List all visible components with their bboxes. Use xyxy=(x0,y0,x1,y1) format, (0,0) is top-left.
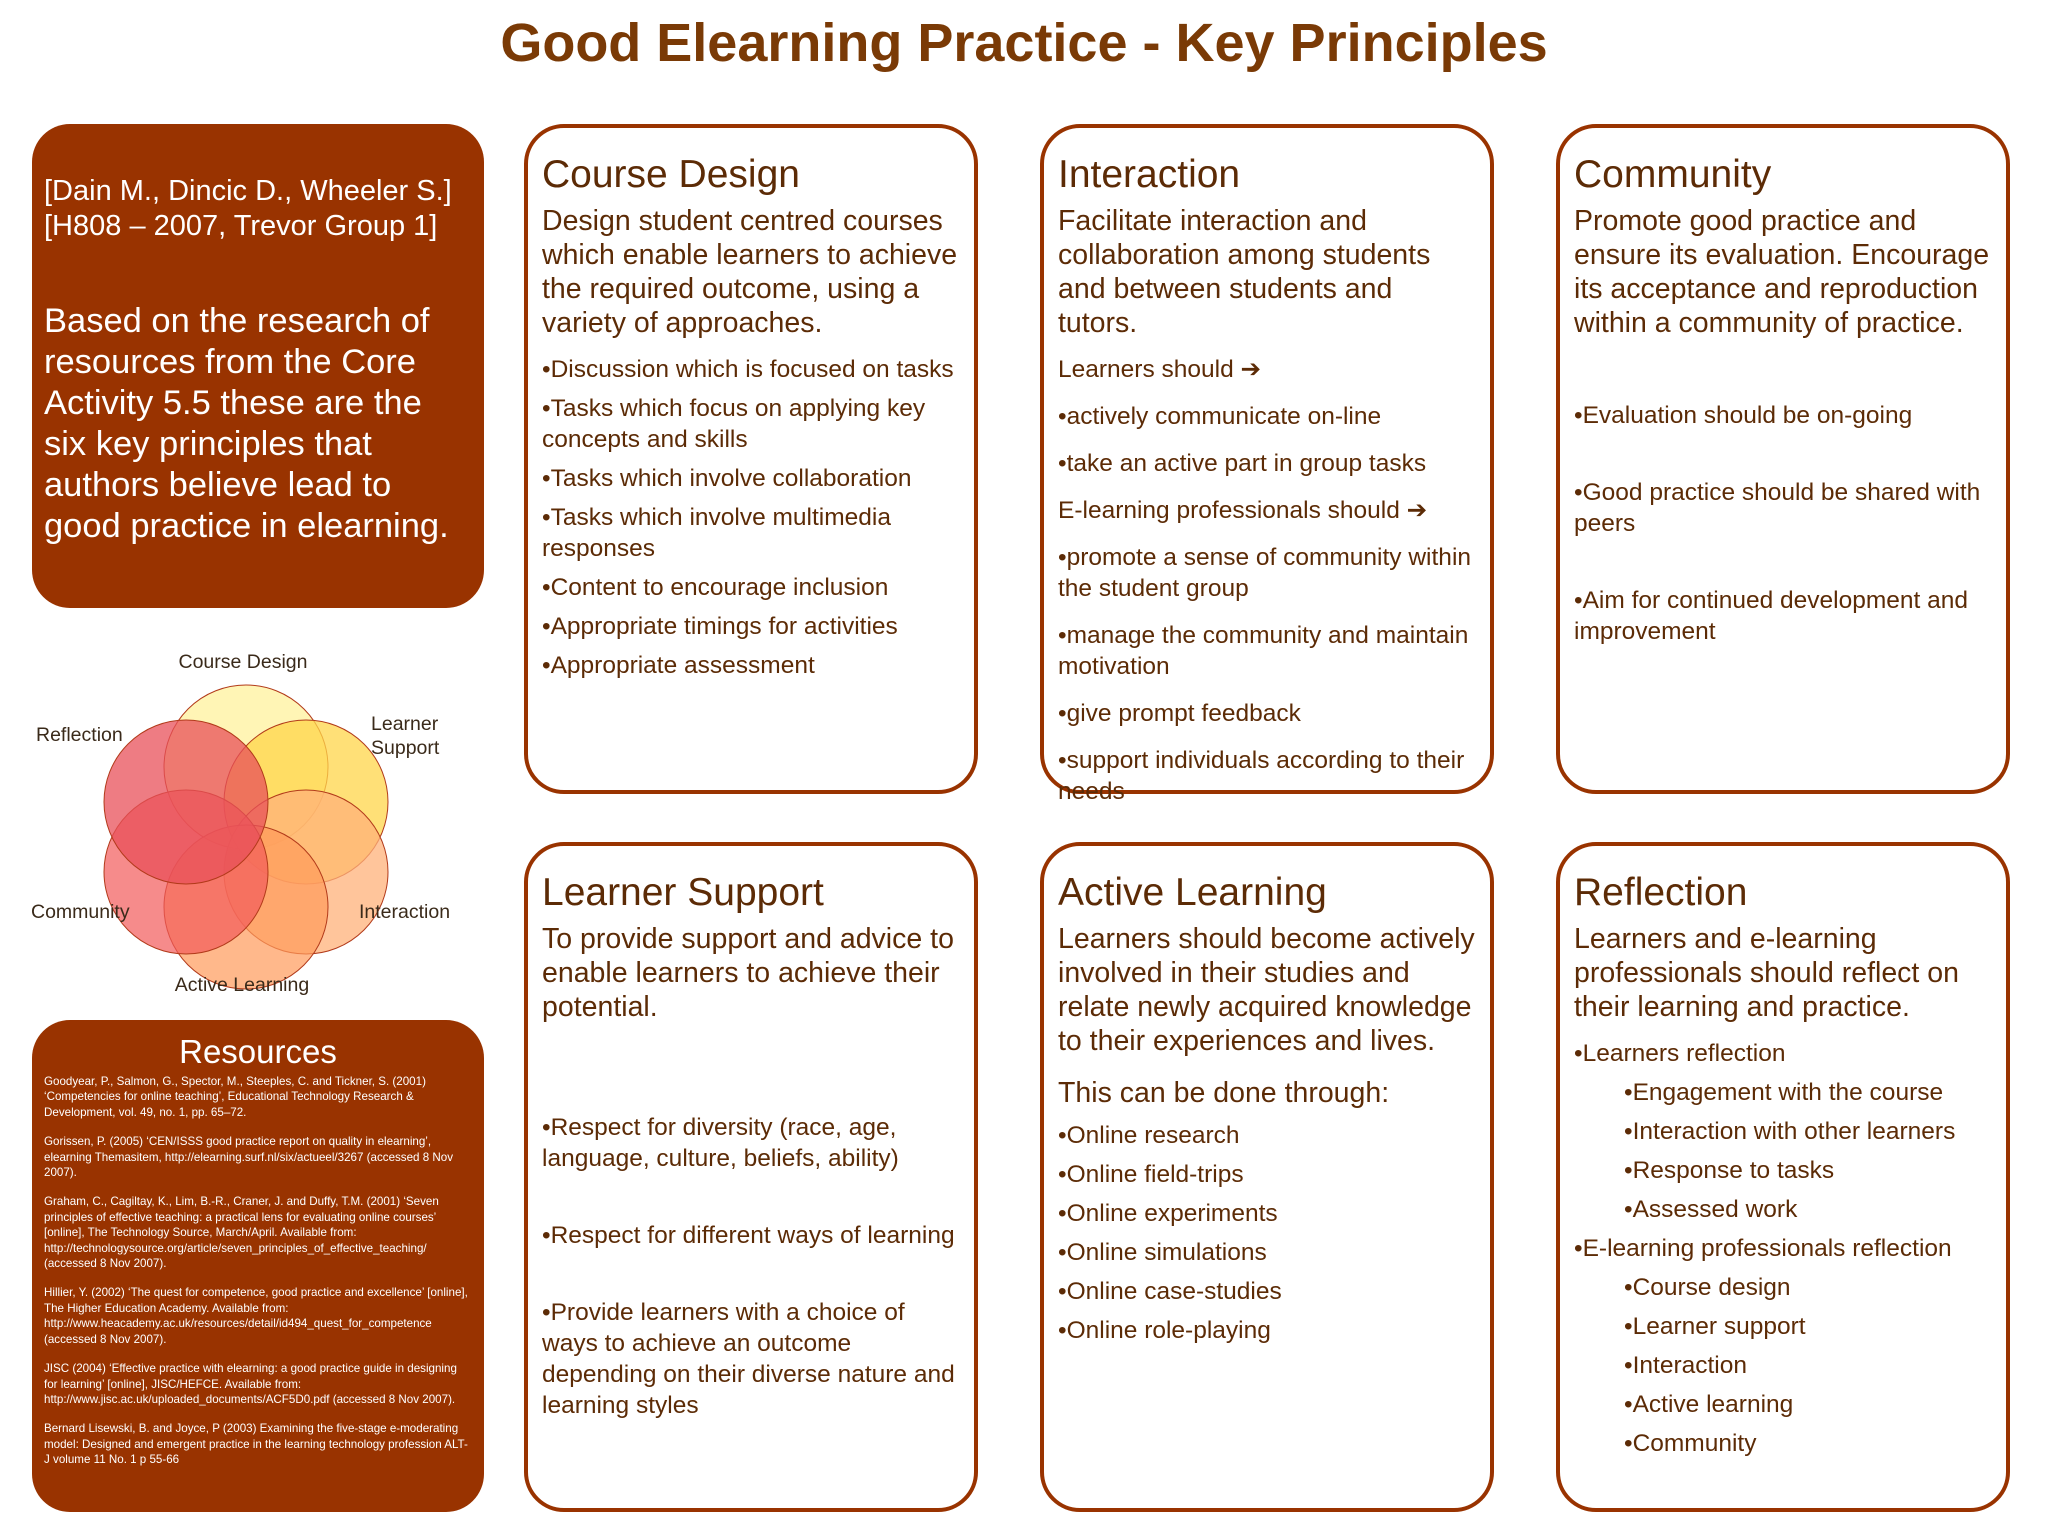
list-item: •Good practice should be shared with peers xyxy=(1574,479,1981,537)
list-item: •Respect for diversity (race, age, language, culture, beliefs, ability) xyxy=(542,1114,899,1172)
list-item: •Interaction with other learners xyxy=(1624,1118,1956,1145)
list-item: •Engagement with the course xyxy=(1624,1079,1944,1106)
list-item: •Evaluation should be on-going xyxy=(1574,402,1913,429)
list-item: •Appropriate assessment xyxy=(542,652,815,679)
list-item: •Learner support xyxy=(1624,1313,1806,1340)
list-item: •Tasks which involve multimedia responses xyxy=(542,504,891,562)
learner-support-list xyxy=(542,1112,962,1421)
reference-item: Hillier, Y. (2002) ‘The quest for competence, good practice and excellence’ [online], The Higher Education Academy. Available from: http://www.heacademy.ac.uk/resources/detail/id494_quest_for_competence (accessed 8 Nov 2007). xyxy=(44,1286,468,1346)
list-item: E-learning professionals should ➔ xyxy=(1058,497,1428,524)
venn-label-interaction: Interaction xyxy=(359,901,451,923)
venn-label-learner-support-line1: Learner xyxy=(371,713,439,735)
community-card xyxy=(1556,124,2010,794)
list-item: •Appropriate timings for activities xyxy=(542,613,898,640)
resources-heading: Resources xyxy=(179,1033,337,1070)
authors-line-1: [Dain M., Dincic D., Wheeler S.] xyxy=(44,175,452,207)
authors-line-2: [H808 – 2007, Trevor Group 1] xyxy=(44,210,438,242)
list-item: •Provide learners with a choice of ways to achieve an outcome depending on their diverse nature and learning styles xyxy=(542,1299,955,1419)
list-item: •Learners reflection xyxy=(1574,1040,1786,1067)
venn-circle-reflection xyxy=(104,720,268,884)
reference-item: Bernard Lisewski, B. and Joyce, P (2003) Examining the five-stage e-moderating model: Designed and emergent practice in the learning technology profession ALT-J volume 11 No. 1 p 55-66 xyxy=(44,1422,468,1467)
venn-label-learner-support-line2: Support xyxy=(371,737,440,759)
list-item: •actively communicate on-line xyxy=(1058,403,1382,430)
list-item: •Course design xyxy=(1624,1274,1791,1301)
active-learning-heading: Active Learning xyxy=(1058,871,1327,914)
reflection-lead: Learners and e-learning professionals should reflect on their learning and practice. xyxy=(1574,923,1959,1023)
active-learning-card xyxy=(1040,842,1494,1512)
list-item: •Community xyxy=(1624,1430,1757,1457)
reflection-heading: Reflection xyxy=(1574,871,1748,914)
list-item: •Interaction xyxy=(1624,1352,1747,1379)
learner-support-card xyxy=(524,842,978,1512)
course-design-heading: Course Design xyxy=(542,153,800,196)
authors-block xyxy=(44,174,468,244)
list-item: •manage the community and maintain motivation xyxy=(1058,622,1469,680)
page-title: Good Elearning Practice - Key Principles xyxy=(500,13,1548,73)
resources-box xyxy=(32,1020,484,1512)
course-design-list xyxy=(542,354,962,681)
resources-list xyxy=(44,1074,472,1468)
list-item: •promote a sense of community within the student group xyxy=(1058,544,1472,602)
list-item: •Online case-studies xyxy=(1058,1278,1282,1305)
community-list xyxy=(1574,400,1994,647)
list-item: •E-learning professionals reflection xyxy=(1574,1235,1952,1262)
list-item: •Aim for continued development and improvement xyxy=(1574,587,1969,645)
list-item: •Tasks which involve collaboration xyxy=(542,465,912,492)
list-item: •Assessed work xyxy=(1624,1196,1798,1223)
community-lead: Promote good practice and ensure its evaluation. Encourage its acceptance and reproduction within a community of practice. xyxy=(1574,205,1990,339)
principles-venn-diagram xyxy=(20,640,490,1010)
list-item: •Online role-playing xyxy=(1058,1317,1271,1344)
reflection-card xyxy=(1556,842,2010,1512)
list-item: Learners should ➔ xyxy=(1058,356,1262,383)
interaction-lead: Facilitate interaction and collaboration among students and between students and tutors. xyxy=(1058,205,1431,339)
venn-label-course-design: Course Design xyxy=(178,651,308,673)
list-item: •Online field-trips xyxy=(1058,1161,1244,1188)
reference-item: Goodyear, P., Salmon, G., Spector, M., Steeples, C. and Tickner, S. (2001) ‘Competencies for online teaching’, Educational Technology Research & Development, vol. 49, no. 1, pp. 65–72. xyxy=(44,1075,426,1119)
list-item: •Online simulations xyxy=(1058,1239,1267,1266)
list-item: •Content to encourage inclusion xyxy=(542,574,889,601)
intro-text: Based on the research of resources from the Core Activity 5.5 these are the six key principles that authors believe lead to good practice in elearning. xyxy=(44,302,449,545)
list-item: •Tasks which focus on applying key concepts and skills xyxy=(542,395,926,453)
interaction-card xyxy=(1040,124,1494,805)
venn-label-reflection: Reflection xyxy=(36,724,123,746)
active-learning-list xyxy=(1058,1120,1478,1346)
course-design-card xyxy=(524,124,978,794)
learner-support-heading: Learner Support xyxy=(542,871,824,914)
venn-label-active-learning: Active Learning xyxy=(174,974,310,996)
reference-item: Gorissen, P. (2005) ‘CEN/ISSS good practice report on quality in elearning’, elearning Themasitem, http://elearning.surf.nl/six/actueel/3267 (accessed 8 Nov 2007). xyxy=(44,1135,454,1180)
venn-label-community: Community xyxy=(31,901,130,923)
community-heading: Community xyxy=(1574,153,1772,196)
list-item: •Discussion which is focused on tasks xyxy=(542,356,954,383)
list-item: •take an active part in group tasks xyxy=(1058,450,1427,477)
list-item: •Respect for different ways of learning xyxy=(542,1222,955,1249)
learner-support-lead: To provide support and advice to enable learners to achieve their potential. xyxy=(542,923,954,1023)
list-item: •Online research xyxy=(1058,1122,1240,1149)
list-item: •Online experiments xyxy=(1058,1200,1278,1227)
reflection-list xyxy=(1574,1038,1994,1459)
reference-item: JISC (2004) ‘Effective practice with elearning: a good practice guide in designing for learning’ [online], JISC/HEFCE. Available from: http://www.jisc.ac.uk/uploaded_documents/ACF5D0.pdf (accessed 8 Nov 2007). xyxy=(44,1362,457,1406)
active-learning-lead: Learners should become actively involved in their studies and relate newly acquired knowledge to their experiences and lives. xyxy=(1058,923,1475,1057)
reference-item: Graham, C., Cagiltay, K., Lim, B.-R., Craner, J. and Duffy, T.M. (2001) ‘Seven principles of effective teaching: a practical lens for evaluating online courses’ [online], The Technology Source, March/April. Available from: http://technologysource.org/article/seven_principles_of_effective_teaching/ (accessed 8 Nov 2007). xyxy=(44,1195,439,1271)
list-item: •support individuals according to their needs xyxy=(1058,747,1465,805)
interaction-heading: Interaction xyxy=(1058,153,1241,196)
interaction-list xyxy=(1058,354,1478,807)
list-item: •Response to tasks xyxy=(1624,1157,1835,1184)
venn-circles xyxy=(104,685,388,989)
course-design-lead: Design student centred courses which enable learners to achieve the required outcome, using a variety of approaches. xyxy=(542,205,958,339)
list-item: •Active learning xyxy=(1624,1391,1794,1418)
intro-box xyxy=(32,124,484,608)
list-item: •give prompt feedback xyxy=(1058,700,1301,727)
active-learning-lead-2: This can be done through: xyxy=(1058,1077,1390,1109)
